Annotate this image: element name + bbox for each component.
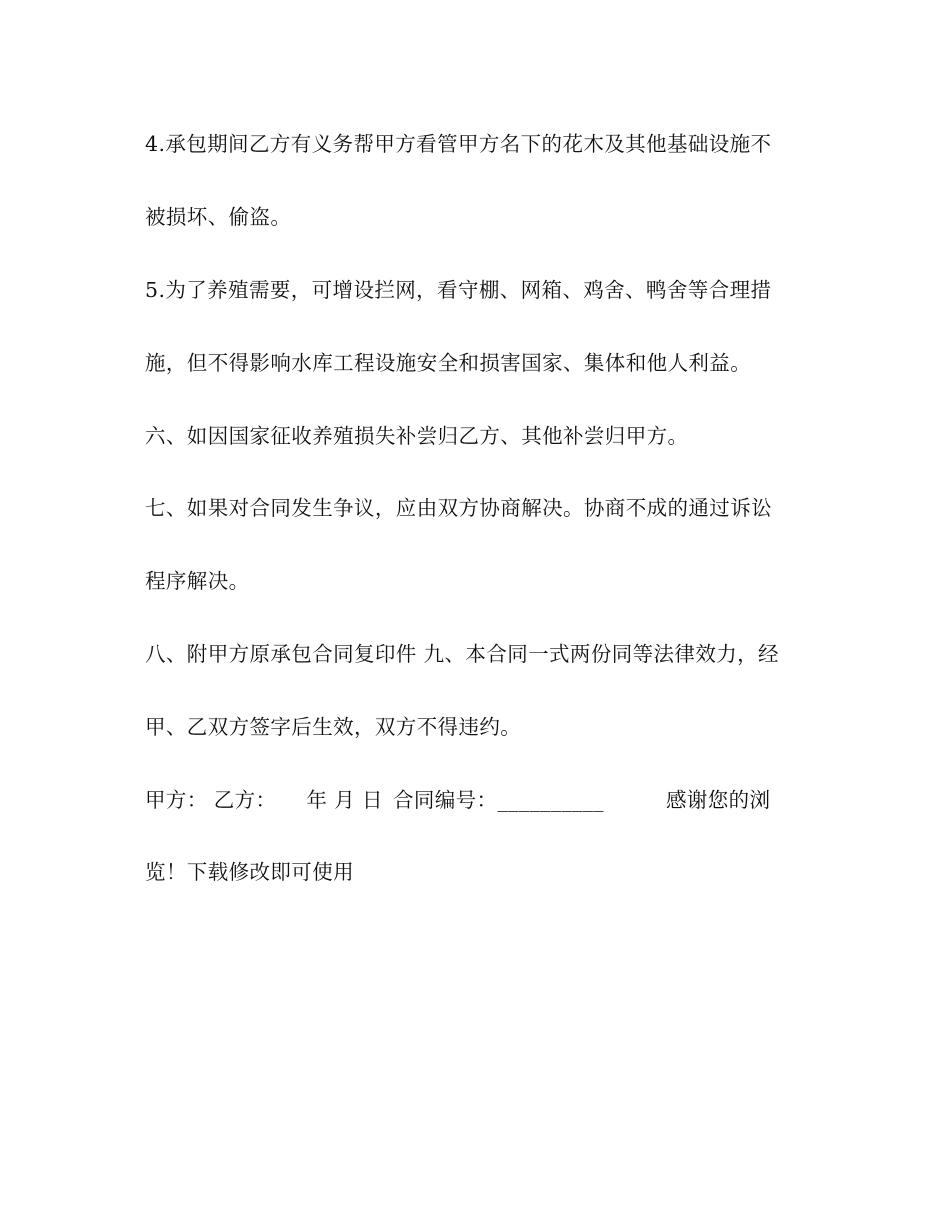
paragraph-line: 施，但不得影响水库工程设施安全和损害国家、集体和他人利益。 — [145, 351, 752, 375]
party-a-label: 甲方： — [145, 788, 208, 812]
contract-number-label: 合同编号：__________ — [392, 788, 604, 812]
party-b-label: 乙方： — [213, 788, 277, 812]
thanks-text: 感谢您的浏 — [665, 788, 771, 812]
closing-line: 览！下载修改即可使用 — [145, 860, 354, 884]
paragraph-line: 5.为了养殖需要，可增设拦网，看守棚、网箱、鸡舍、鸭舍等合理措 — [145, 278, 772, 302]
signature-line — [145, 786, 825, 814]
paragraph-line: 甲、乙双方签字后生效，双方不得违约。 — [145, 715, 522, 739]
date-label: 年 月 日 — [306, 788, 383, 812]
paragraph-line: 七、如果对合同发生争议，应由双方协商解决。协商不成的通过诉讼 — [145, 496, 772, 520]
paragraph-line: 4.承包期间乙方有义务帮甲方看管甲方名下的花木及其他基础设施不 — [145, 132, 772, 156]
paragraph-line: 被损坏、偷盗。 — [145, 205, 292, 229]
paragraph-line: 八、附甲方原承包合同复印件 九、本合同一式两份同等法律效力，经 — [145, 642, 779, 666]
paragraph-line: 六、如因国家征收养殖损失补尝归乙方、其他补尝归甲方。 — [145, 424, 689, 448]
paragraph-line: 程序解决。 — [145, 569, 250, 593]
